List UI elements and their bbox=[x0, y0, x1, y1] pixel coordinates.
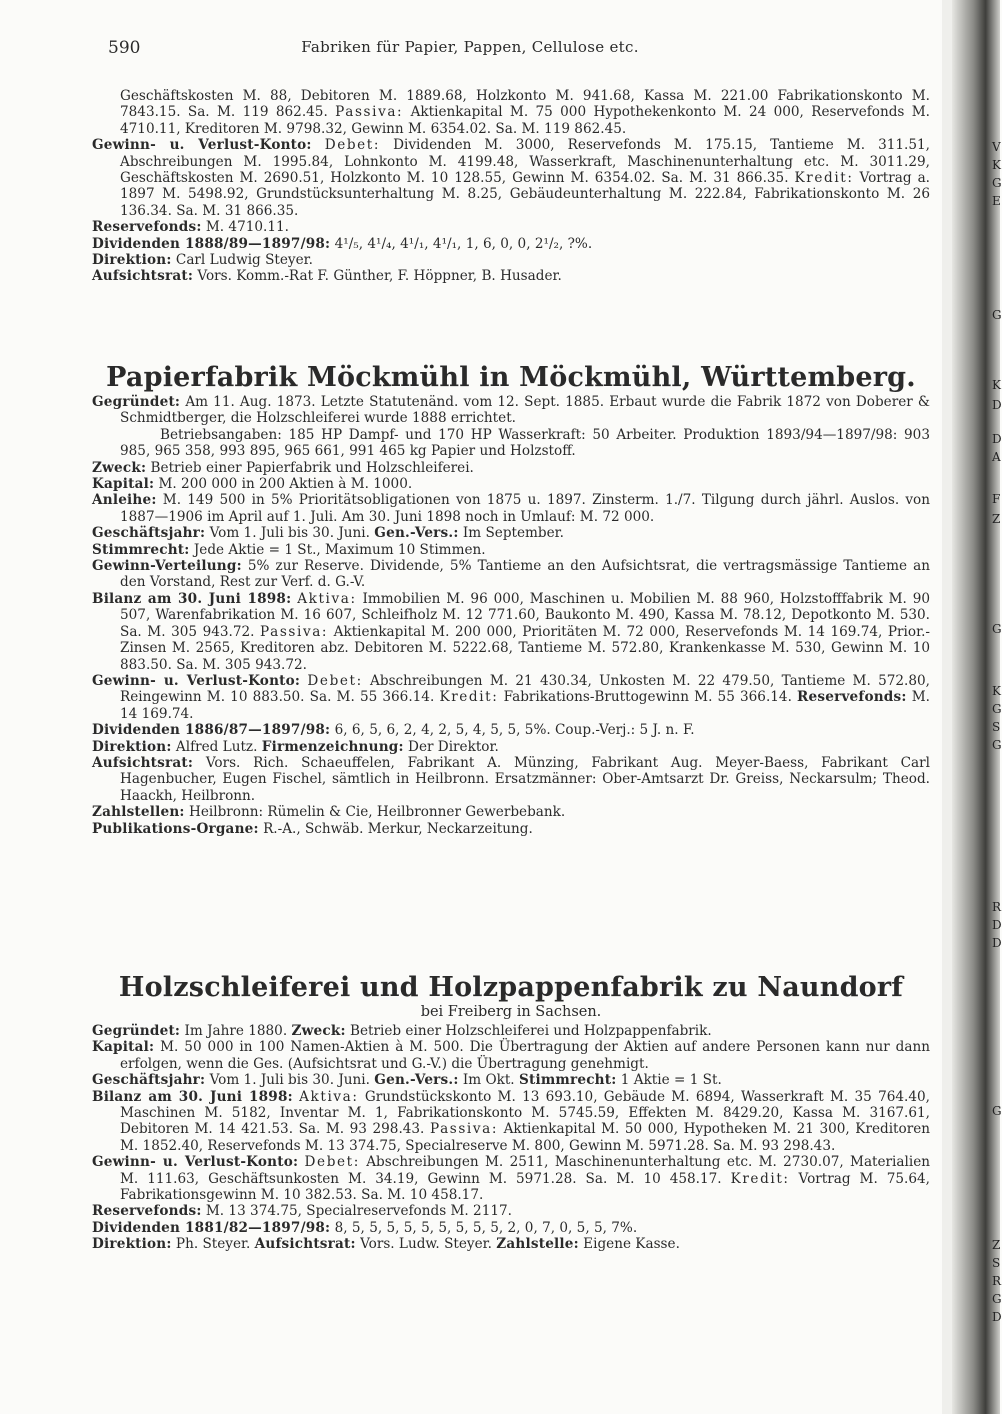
direktion-paragraph: Direktion: Alfred Lutz. Firmenzeichnung: Der Direktor. bbox=[92, 738, 499, 755]
gv-konto-paragraph: Gewinn- u. Verlust-Konto: Debet: Abschreibungen M. 21 430.34, Unkosten M. 22 479.50, Tantieme M. 572.80, Reingewinn M. 10 883.50. Sa. M. 55 366.14. Kredit: Fabrikations-Bruttogewinn M. 55 366.14. Reservefonds: M. 14 169.74. bbox=[92, 672, 930, 722]
edge-letter: G bbox=[992, 308, 1002, 322]
geschaeftsjahr-paragraph: Geschäftsjahr: Vom 1. Juli bis 30. Juni. Gen.-Vers.: Im Okt. Stimmrecht: 1 Aktie = 1 St. bbox=[92, 1072, 722, 1089]
reservefonds-paragraph: Reservefonds: M. 4710.11. bbox=[92, 219, 289, 236]
edge-letter: F bbox=[992, 492, 1001, 506]
edge-letter: G bbox=[992, 176, 1002, 190]
entry-title: Holzschleiferei und Holzpappenfabrik zu Naundorf bbox=[118, 972, 904, 1003]
gegruendet-paragraph: Gegründet: Im Jahre 1880. Zweck: Betrieb einer Holzschleiferei und Holzpappenfabrik. bbox=[92, 1023, 712, 1039]
publikationsorgane-paragraph: Publikations-Organe: R.-A., Schwäb. Merkur, Neckarzeitung. bbox=[92, 820, 533, 837]
bilanz-paragraph: Bilanz am 30. Juni 1898: Aktiva: Immobilien M. 96 000, Maschinen u. Mobilien M. 88 960, Holzstofffabrik M. 90 507, Warenfabrikation M. 16 607, Schleifholz M. 12 771.60, Baukonto M. 490, Kassa M. 78.12, Depotkonto M. 530. Sa. M. 305 943.72. Passiva: Aktienkapital M. 200 000, Prioritäten M. 72 000, Reservefonds M. 14 169.74, Prior.-Zinsen M. 2565, Kreditoren abz. Debitoren M. 5222.68, Tantieme M. 572.80, Krankenkasse M. 530, Gewinn M. 10 883.50. Sa. M. 305 943.72. bbox=[92, 590, 930, 673]
edge-letter: E bbox=[992, 194, 1001, 208]
edge-letter: V bbox=[992, 140, 1001, 154]
page-header bbox=[0, 38, 940, 62]
entry-subtitle: bei Freiberg in Sachsen. bbox=[420, 1004, 602, 1020]
binding-edge bbox=[942, 0, 1000, 1414]
edge-letter: K bbox=[992, 158, 1001, 172]
entry-previous bbox=[92, 88, 930, 285]
reservefonds-paragraph: Reservefonds: M. 13 374.75, Specialreservefonds M. 2117. bbox=[92, 1203, 512, 1220]
geschaeftsjahr-paragraph: Geschäftsjahr: Vom 1. Juli bis 30. Juni. Gen.-Vers.: Im September. bbox=[92, 525, 564, 542]
zahlstellen-paragraph: Zahlstellen: Heilbronn: Rümelin & Cie, Heilbronner Gewerbebank. bbox=[92, 804, 566, 821]
dividenden-paragraph: Dividenden 1888/89—1897/98: 4¹/₅, 4¹/₄, 4¹/₁, 4¹/₁, 1, 6, 0, 0, 2¹/₂, ?%. bbox=[92, 235, 593, 252]
gewinnverteilung-paragraph: Gewinn-Verteilung: 5% zur Reserve. Dividende, 5% Tantieme an den Aufsichtsrat, die vertragsmässige Tantieme an den Vorstand, Rest zur Verf. d. G.-V. bbox=[92, 558, 930, 591]
edge-letter: D bbox=[992, 432, 1002, 446]
entry-title: Papierfabrik Möckmühl in Möckmühl, Württemberg. bbox=[106, 362, 916, 393]
running-title: Fabriken für Papier, Pappen, Cellulose etc. bbox=[301, 38, 639, 56]
page-number: 590 bbox=[108, 38, 141, 58]
edge-letter: R bbox=[992, 900, 1002, 914]
anleihe-paragraph: Anleihe: M. 149 500 in 5% Prioritätsobligationen von 1875 u. 1897. Zinsterm. 1./7. Tilgung durch jährl. Auslos. von 1887—1906 im April auf 1. Juli. Am 30. Juni 1898 noch in Umlauf: M. 72 000. bbox=[92, 492, 930, 525]
dividenden-paragraph: Dividenden 1886/87—1897/98: 6, 6, 5, 6, 2, 4, 2, 5, 4, 5, 5, 5%. Coup.-Verj.: 5 J. n. F. bbox=[92, 722, 695, 739]
edge-letter: K bbox=[992, 378, 1001, 392]
direktion-paragraph: Direktion: Ph. Steyer. Aufsichtsrat: Vors. Ludw. Steyer. Zahlstelle: Eigene Kasse. bbox=[92, 1236, 680, 1253]
zweck-paragraph: Zweck: Betrieb einer Papierfabrik und Holzschleiferei. bbox=[92, 459, 474, 476]
edge-letter: S bbox=[992, 1256, 1001, 1270]
gv-konto-paragraph: Gewinn- u. Verlust-Konto: Debet: Abschreibungen M. 2511, Maschinenunterhaltung etc. M. 2730.07, Materialien M. 111.63, Geschäftsunkosten M. 34.19, Gewinn M. 5971.28. Sa. M. 10 458.17. Kredit: Vortrag M. 75.64, Fabrikationsgewinn M. 10 382.53. Sa. M. 10 458.17. bbox=[92, 1154, 930, 1204]
bilanz-paragraph: Bilanz am 30. Juni 1898: Aktiva: Grundstückskonto M. 13 693.10, Gebäude M. 6894, Wasserkraft M. 35 764.40, Maschinen M. 5182, Inventar M. 1, Fabrikationskonto M. 5745.59, Effekten M. 8429.20, Kassa M. 3167.61, Debitoren M. 14 421.53. Sa. M. 93 298.43. Passiva: Aktienkapital M. 50 000, Hypotheken M. 21 300, Kreditoren M. 1852.40, Reservefonds M. 13 374.75, Specialreserve M. 800, Gewinn M. 5971.28. Sa. M. 93 298.43. bbox=[92, 1088, 930, 1154]
kapital-paragraph: Kapital: M. 200 000 in 200 Aktien à M. 1000. bbox=[92, 476, 413, 493]
direktion-paragraph: Direktion: Carl Ludwig Steyer. bbox=[92, 252, 313, 269]
edge-letter: D bbox=[992, 398, 1002, 412]
edge-letter: D bbox=[992, 1310, 1002, 1324]
edge-letter: A bbox=[992, 450, 1001, 464]
gegruendet-paragraph: Gegründet: Am 11. Aug. 1873. Letzte Statutenänd. vom 12. Sept. 1885. Erbaut wurde die Fabrik 1872 von Doberer & Schmidtberger, die Holzschleiferei wurde 1888 errichtet. bbox=[92, 394, 930, 427]
edge-letter: Z bbox=[992, 512, 1001, 526]
edge-letter: S bbox=[992, 720, 1001, 734]
edge-letter: Z bbox=[992, 1238, 1001, 1252]
edge-letter: G bbox=[992, 622, 1002, 636]
aufsichtsrat-paragraph: Aufsichtsrat: Vors. Rich. Schaeuffelen, Fabrikant A. Münzing, Fabrikant Aug. Meyer-Baess, Fabrikant Carl Hagenbucher, Eugen Fischel, sämtlich in Heilbronn. Ersatzmänner: Ober-Amtsarzt Dr. Greiss, Neckarsulm; Theod. Haackh, Heilbronn. bbox=[92, 754, 930, 804]
edge-letter: G bbox=[992, 738, 1002, 752]
edge-letter: D bbox=[992, 918, 1002, 932]
edge-letter: R bbox=[992, 1274, 1002, 1288]
entry-naundorf bbox=[92, 972, 930, 1253]
edge-letter: D bbox=[992, 936, 1002, 950]
betriebsangaben-paragraph: Betriebsangaben: 185 HP Dampf- und 170 HP Wasserkraft: 50 Arbeiter. Produktion 1893/94—1897/98: 903 985, 965 358, 993 895, 965 661, 991 465 kg Papier und Holzstoff. bbox=[120, 426, 930, 460]
edge-letter: G bbox=[992, 702, 1002, 716]
entry-moeckmuehl bbox=[92, 362, 930, 837]
balance-continuation: Geschäftskosten M. 88, Debitoren M. 1889.68, Holzkonto M. 941.68, Kassa M. 221.00 Fabrikationskonto M. 7843.15. Sa. M. 119 862.45. Passiva: Aktienkapital M. 75 000 Hypothekenkonto M. 24 000, Reservefonds M. 4710.11, Kreditoren M. 9798.32, Gewinn M. 6354.02. Sa. M. 119 862.45. bbox=[120, 88, 930, 137]
kapital-paragraph: Kapital: M. 50 000 in 100 Namen-Aktien à M. 500. Die Übertragung der Aktien auf andere Personen kann nur dann erfolgen, wenn die Ges. (Aufsichtsrat und G.-V.) die Übertragung genehmigt. bbox=[92, 1039, 931, 1072]
aufsichtsrat-paragraph: Aufsichtsrat: Vors. Komm.-Rat F. Günther, F. Höppner, B. Husader. bbox=[92, 268, 562, 285]
dividenden-paragraph: Dividenden 1881/82—1897/98: 8, 5, 5, 5, 5, 5, 5, 5, 5, 5, 2, 0, 7, 0, 5, 5, 7%. bbox=[92, 1219, 638, 1236]
edge-letter: K bbox=[992, 684, 1001, 698]
edge-letter: G bbox=[992, 1292, 1002, 1306]
stimmrecht-paragraph: Stimmrecht: Jede Aktie = 1 St., Maximum 10 Stimmen. bbox=[92, 541, 486, 558]
edge-letter: G bbox=[992, 1104, 1002, 1118]
gv-konto-paragraph: Gewinn- u. Verlust-Konto: Debet: Dividenden M. 3000, Reservefonds M. 175.15, Tantieme M. 311.51, Abschreibungen M. 1995.84, Lohnkonto M. 4199.48, Wasserkraft, Maschinenunterhaltung etc. M. 3011.29, Geschäftskosten M. 2690.51, Holzkonto M. 10 128.55, Gewinn M. 6354.02. Sa. M. 31 866.35. Kredit: Vortrag a. 1897 M. 5498.92, Grundstücksunterhaltung M. 8.25, Gebäudeunterhaltung M. 222.84, Fabrikationskonto M. 26 136.34. Sa. M. 31 866.35. bbox=[92, 137, 930, 219]
